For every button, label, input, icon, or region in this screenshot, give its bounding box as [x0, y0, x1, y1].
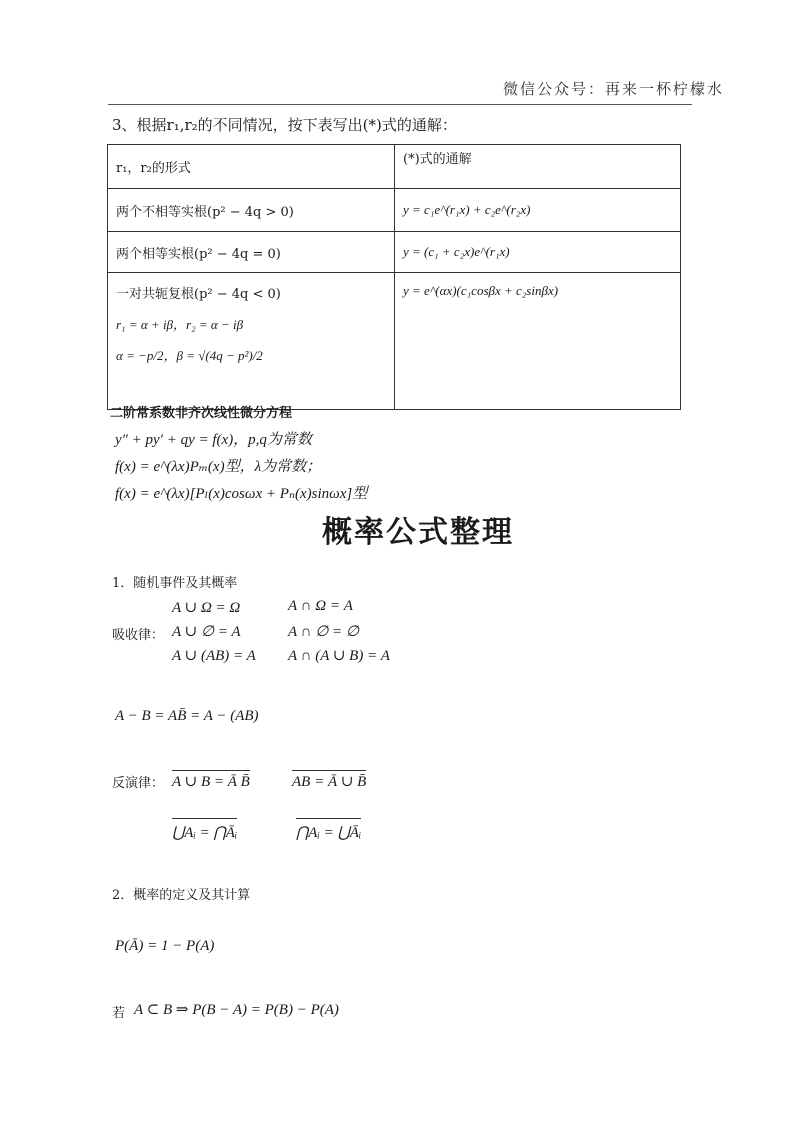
difference-formula: A − B = AB̄ = A − (AB): [115, 708, 259, 724]
row-form: 两个相等实根(p² − 4q = 0): [108, 232, 395, 273]
subset-prefix: 若: [112, 1006, 126, 1021]
demorgan-law: AB = Ā ∪ B̄: [292, 770, 366, 791]
absorb-law: A ∩ Ω = A: [288, 598, 353, 614]
page-title: 概率公式整理: [322, 515, 514, 550]
demorgan-general: ⋃Aᵢ = ⋂Āᵢ: [172, 818, 237, 842]
section3-title: 3、根据r₁,r₂的不同情况，按下表写出(*)式的通解：: [112, 116, 457, 134]
row-solution: y = e^(αx)(c₁cosβx + c₂sinβx): [395, 273, 681, 410]
section1-title: 1．随机事件及其概率: [112, 576, 238, 591]
row-form: 一对共轭复根(p² − 4q < 0): [116, 287, 281, 302]
nonhomogeneous-equation: y″ + py′ + qy = f(x)，p,q为常数: [115, 432, 312, 448]
table-row: [108, 232, 681, 273]
absorb-law: A ∪ (AB) = A: [172, 648, 256, 664]
table-row: [108, 189, 681, 232]
demorgan-general: ⋂Aᵢ = ⋃Āᵢ: [296, 818, 361, 842]
subset-formula: A ⊂ B ⇒ P(B − A) = P(B) − P(A): [134, 1002, 339, 1018]
row-form: 两个不相等实根(p² − 4q > 0): [108, 189, 395, 232]
row-solution: y = c₁e^(r₁x) + c₂e^(r₂x): [395, 189, 681, 232]
absorb-law: A ∩ ∅ = ∅: [288, 624, 359, 640]
demorgan-label: 反演律：: [112, 776, 165, 791]
header-rule: [108, 104, 692, 105]
wechat-header: 微信公众号：再来一杯柠檬水: [502, 80, 724, 98]
nonhomogeneous-type-1: f(x) = e^(λx)Pₘ(x)型，λ为常数；: [115, 459, 322, 475]
nonhomogeneous-type-2: f(x) = e^(λx)[Pₗ(x)cosωx + Pₙ(x)sinωx]型: [115, 486, 368, 502]
section2-title: 2．概率的定义及其计算: [112, 888, 251, 903]
demorgan-law: A ∪ B = Ā B̄: [172, 770, 250, 791]
nonhomogeneous-title: 二阶常系数非齐次线性微分方程: [110, 406, 293, 421]
row-solution: y = (c₁ + c₂x)e^(r₁x): [395, 232, 681, 273]
row-form-alpha-beta: α = −p/2，β = √(4q − p²)/2: [116, 348, 263, 363]
table-header-solution: (*)式的通解: [395, 145, 681, 189]
complement-formula: P(Ā) = 1 − P(A): [115, 938, 215, 954]
absorb-label: 吸收律：: [112, 628, 165, 643]
table-row: [108, 273, 681, 410]
general-solution-table: [107, 144, 681, 410]
absorb-law: A ∪ ∅ = A: [172, 624, 241, 640]
absorb-law: A ∩ (A ∪ B) = A: [288, 648, 390, 664]
row-form-roots: r₁ = α + iβ，r₂ = α − iβ: [116, 317, 244, 332]
absorb-law: A ∪ Ω = Ω: [172, 600, 241, 616]
table-header-form: r₁，r₂的形式: [108, 145, 395, 189]
